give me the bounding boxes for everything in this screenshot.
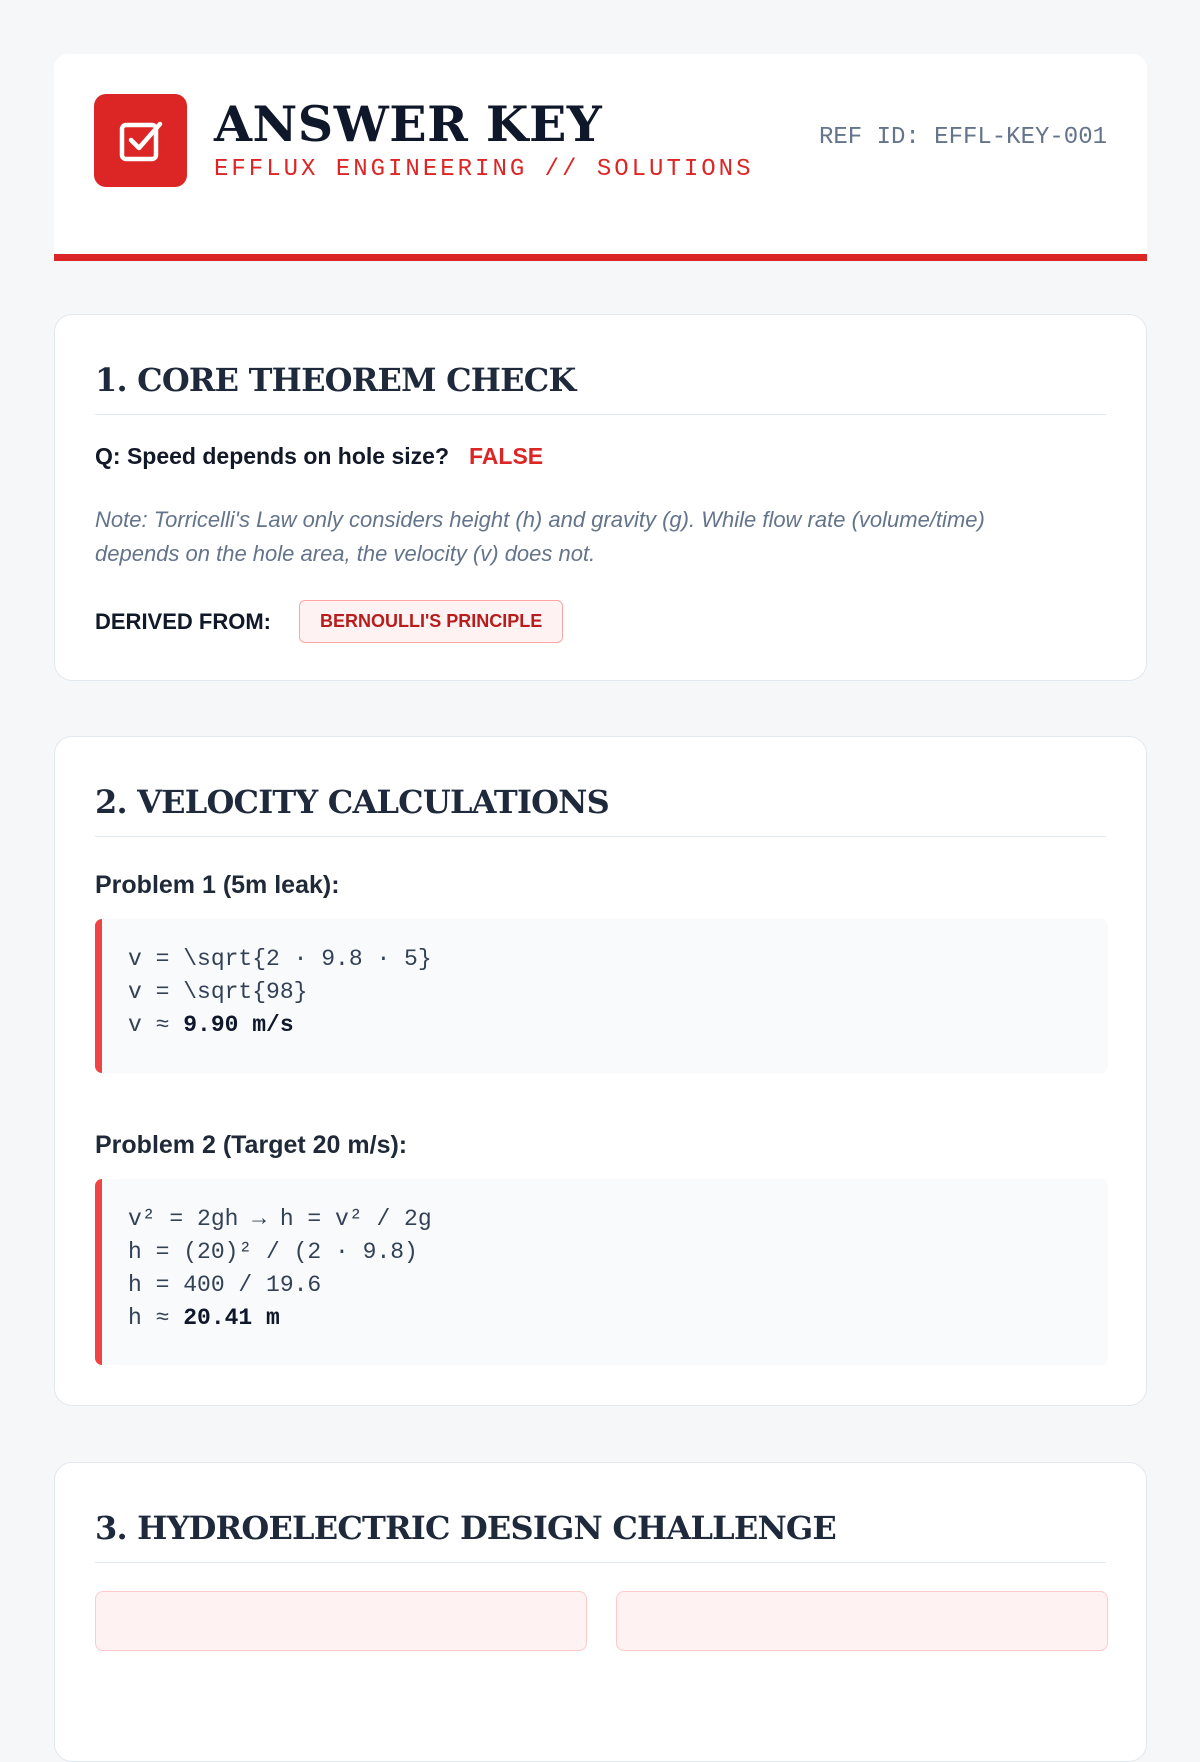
solution-line bbox=[128, 1009, 1082, 1042]
problem-2-label: Problem 2 (Target 20 m/s): bbox=[95, 1131, 408, 1159]
solution-line bbox=[128, 1302, 1082, 1335]
section-title: 3. HYDROELECTRIC DESIGN CHALLENGE bbox=[95, 1507, 1106, 1563]
solution-line: v = \sqrt{98} bbox=[128, 979, 308, 1005]
checkbox-icon bbox=[94, 94, 187, 187]
reference-id: REF ID: EFFL-KEY-001 bbox=[818, 124, 1107, 151]
answer-value: FALSE bbox=[469, 443, 544, 469]
section-title: 1. CORE THEOREM CHECK bbox=[95, 359, 1106, 415]
page-subtitle: EFFLUX ENGINEERING // SOLUTIONS bbox=[214, 156, 754, 183]
problem-1-solution bbox=[95, 919, 1108, 1073]
solution-result: 9.90 m/s bbox=[183, 1012, 294, 1038]
velocity-calculations-section bbox=[54, 736, 1147, 1406]
design-panel-left bbox=[95, 1591, 587, 1651]
page-title: ANSWER KEY bbox=[214, 95, 603, 153]
solution-prefix: v ≈ bbox=[128, 1012, 184, 1038]
solution-line: v² = 2gh → h = v² / 2g bbox=[128, 1206, 432, 1232]
derived-from-label: DERIVED FROM: bbox=[95, 608, 271, 634]
derived-from-row bbox=[95, 600, 563, 643]
solution-prefix: h ≈ bbox=[128, 1305, 184, 1331]
solution-line: v = \sqrt{2 · 9.8 · 5} bbox=[128, 946, 432, 972]
solution-result: 20.41 m bbox=[183, 1305, 280, 1331]
solution-line: h = (20)² / (2 · 9.8) bbox=[128, 1239, 418, 1265]
question-row bbox=[95, 443, 543, 470]
hydroelectric-section bbox=[54, 1462, 1147, 1762]
problem-2-solution bbox=[95, 1179, 1108, 1365]
question-text: Q: Speed depends on hole size? bbox=[95, 443, 449, 469]
core-theorem-section bbox=[54, 314, 1147, 681]
principle-badge: BERNOULLI'S PRINCIPLE bbox=[299, 600, 563, 643]
design-panel-right bbox=[616, 1591, 1108, 1651]
explanation-note: Note: Torricelli's Law only considers height (h) and gravity (g). While flow rate (volume/time) depends on the hole area, the velocity (v) does not. bbox=[95, 507, 985, 566]
solution-line: h = 400 / 19.6 bbox=[128, 1272, 322, 1298]
section-title: 2. VELOCITY CALCULATIONS bbox=[95, 781, 1106, 837]
answer-key-header bbox=[54, 54, 1147, 261]
problem-1-label: Problem 1 (5m leak): bbox=[95, 871, 340, 899]
